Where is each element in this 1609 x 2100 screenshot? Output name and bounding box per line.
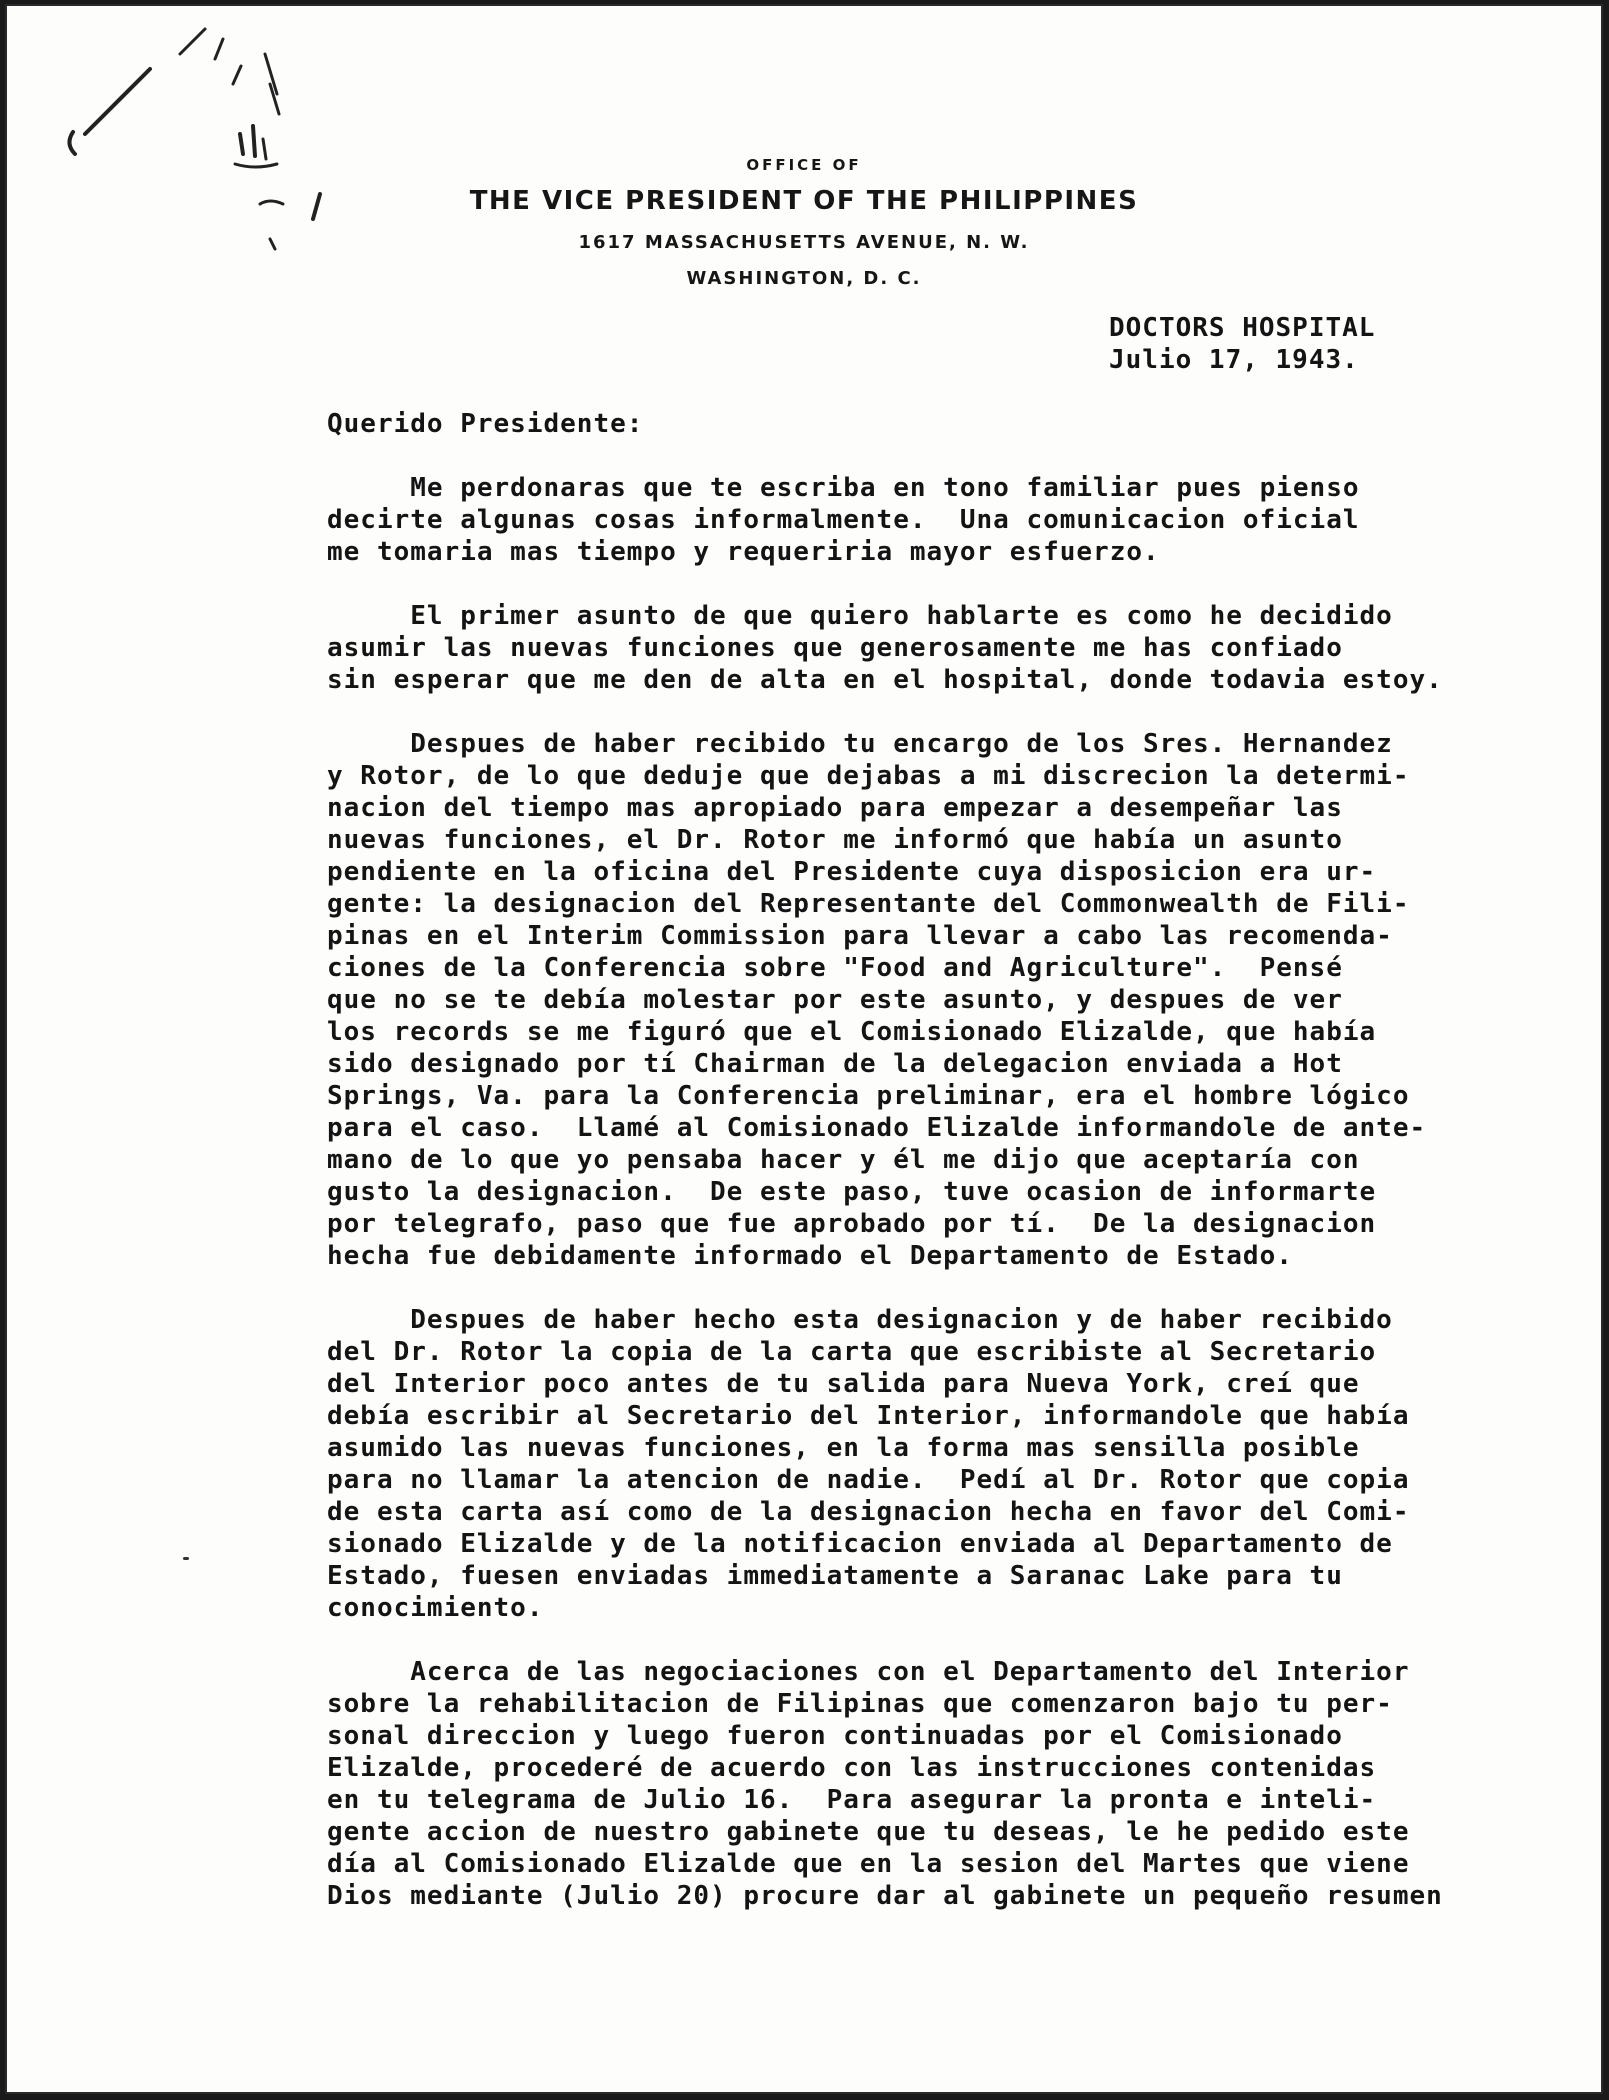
- body-line: pinas en el Interim Commission para llevar a cabo las recomenda-: [327, 921, 1393, 951]
- body-line: Springs, Va. para la Conferencia preliminar, era el hombre lógico: [327, 1081, 1410, 1111]
- letterhead-city: WASHINGTON, D. C.: [686, 268, 922, 289]
- body-line: nuevas funciones, el Dr. Rotor me informó que había un asunto: [327, 825, 1343, 855]
- body-line: Acerca de las negociaciones con el Departamento del Interior: [327, 1657, 1410, 1687]
- salutation: Querido Presidente:: [327, 409, 644, 439]
- body-line: Despues de haber hecho esta designacion y de haber recibido: [327, 1305, 1393, 1335]
- dateline: [1109, 312, 1375, 376]
- body-line: del Interior poco antes de tu salida para Nueva York, creí que: [327, 1369, 1360, 1399]
- paragraph: [327, 600, 1487, 696]
- body-line: decirte algunas cosas informalmente. Una comunicacion oficial: [327, 505, 1360, 535]
- letter-body: [327, 472, 1487, 1944]
- body-line: Despues de haber recibido tu encargo de los Sres. Hernandez: [327, 729, 1393, 759]
- body-line: hecha fue debidamente informado el Departamento de Estado.: [327, 1241, 1293, 1271]
- paragraph: [327, 472, 1487, 568]
- letter-page: [5, 4, 1603, 2094]
- handwritten-marks: [55, 14, 355, 254]
- body-line: Estado, fuesen enviadas immediatamente a Saranac Lake para tu: [327, 1561, 1343, 1591]
- body-line: gusto la designacion. De este paso, tuve ocasion de informarte: [327, 1177, 1377, 1207]
- body-line: para no llamar la atencion de nadie. Pedí al Dr. Rotor que copia: [327, 1465, 1410, 1495]
- body-line: para el caso. Llamé al Comisionado Elizalde informandole de ante-: [327, 1113, 1427, 1143]
- paragraph: [327, 1656, 1487, 1912]
- body-line: Dios mediante (Julio 20) procure dar al gabinete un pequeño resumen: [327, 1881, 1443, 1911]
- body-line: día al Comisionado Elizalde que en la sesion del Martes que viene: [327, 1849, 1410, 1879]
- letterhead-address: 1617 MASSACHUSETTS AVENUE, N. W.: [578, 232, 1030, 253]
- letterhead-office: OFFICE OF: [746, 156, 862, 174]
- paragraph: [327, 1304, 1487, 1624]
- paragraph: [327, 728, 1487, 1272]
- body-line: gente: la designacion del Representante del Commonwealth de Fili-: [327, 889, 1410, 919]
- letterhead-title: THE VICE PRESIDENT OF THE PHILIPPINES: [469, 186, 1139, 216]
- dateline-place: DOCTORS HOSPITAL: [1109, 313, 1376, 343]
- body-line: asumir las nuevas funciones que generosamente me has confiado: [327, 633, 1343, 663]
- body-line: en tu telegrama de Julio 16. Para asegurar la pronta e inteli-: [327, 1785, 1377, 1815]
- body-line: Elizalde, procederé de acuerdo con las instrucciones contenidas: [327, 1753, 1377, 1783]
- body-line: de esta carta así como de la designacion hecha en favor del Comi-: [327, 1497, 1410, 1527]
- body-line: debía escribir al Secretario del Interior, informandole que había: [327, 1401, 1410, 1431]
- body-line: sonal direccion y luego fueron continuadas por el Comisionado: [327, 1721, 1343, 1751]
- body-line: nacion del tiempo mas apropiado para empezar a desempeñar las: [327, 793, 1343, 823]
- dateline-date: Julio 17, 1943.: [1109, 345, 1359, 375]
- body-line: del Dr. Rotor la copia de la carta que escribiste al Secretario: [327, 1337, 1377, 1367]
- body-line: El primer asunto de que quiero hablarte es como he decidido: [327, 601, 1393, 631]
- body-line: mano de lo que yo pensaba hacer y él me dijo que aceptaría con: [327, 1145, 1360, 1175]
- ink-speck: [183, 1557, 189, 1560]
- body-line: que no se te debía molestar por este asunto, y despues de ver: [327, 985, 1343, 1015]
- body-line: pendiente en la oficina del Presidente cuya disposicion era ur-: [327, 857, 1377, 887]
- body-line: sido designado por tí Chairman de la delegacion enviada a Hot: [327, 1049, 1343, 1079]
- body-line: me tomaria mas tiempo y requeriria mayor esfuerzo.: [327, 537, 1160, 567]
- body-line: sionado Elizalde y de la notificacion enviada al Departamento de: [327, 1529, 1393, 1559]
- body-line: asumido las nuevas funciones, en la forma mas sensilla posible: [327, 1433, 1360, 1463]
- body-line: Me perdonaras que te escriba en tono familiar pues pienso: [327, 473, 1360, 503]
- body-line: gente accion de nuestro gabinete que tu deseas, le he pedido este: [327, 1817, 1410, 1847]
- body-line: por telegrafo, paso que fue aprobado por tí. De la designacion: [327, 1209, 1377, 1239]
- body-line: sobre la rehabilitacion de Filipinas que comenzaron bajo tu per-: [327, 1689, 1393, 1719]
- body-line: conocimiento.: [327, 1593, 544, 1623]
- body-line: los records se me figuró que el Comisionado Elizalde, que había: [327, 1017, 1377, 1047]
- body-line: sin esperar que me den de alta en el hospital, donde todavia estoy.: [327, 665, 1443, 695]
- body-line: y Rotor, de lo que deduje que dejabas a mi discrecion la determi-: [327, 761, 1410, 791]
- body-line: ciones de la Conferencia sobre "Food and Agriculture". Pensé: [327, 953, 1343, 983]
